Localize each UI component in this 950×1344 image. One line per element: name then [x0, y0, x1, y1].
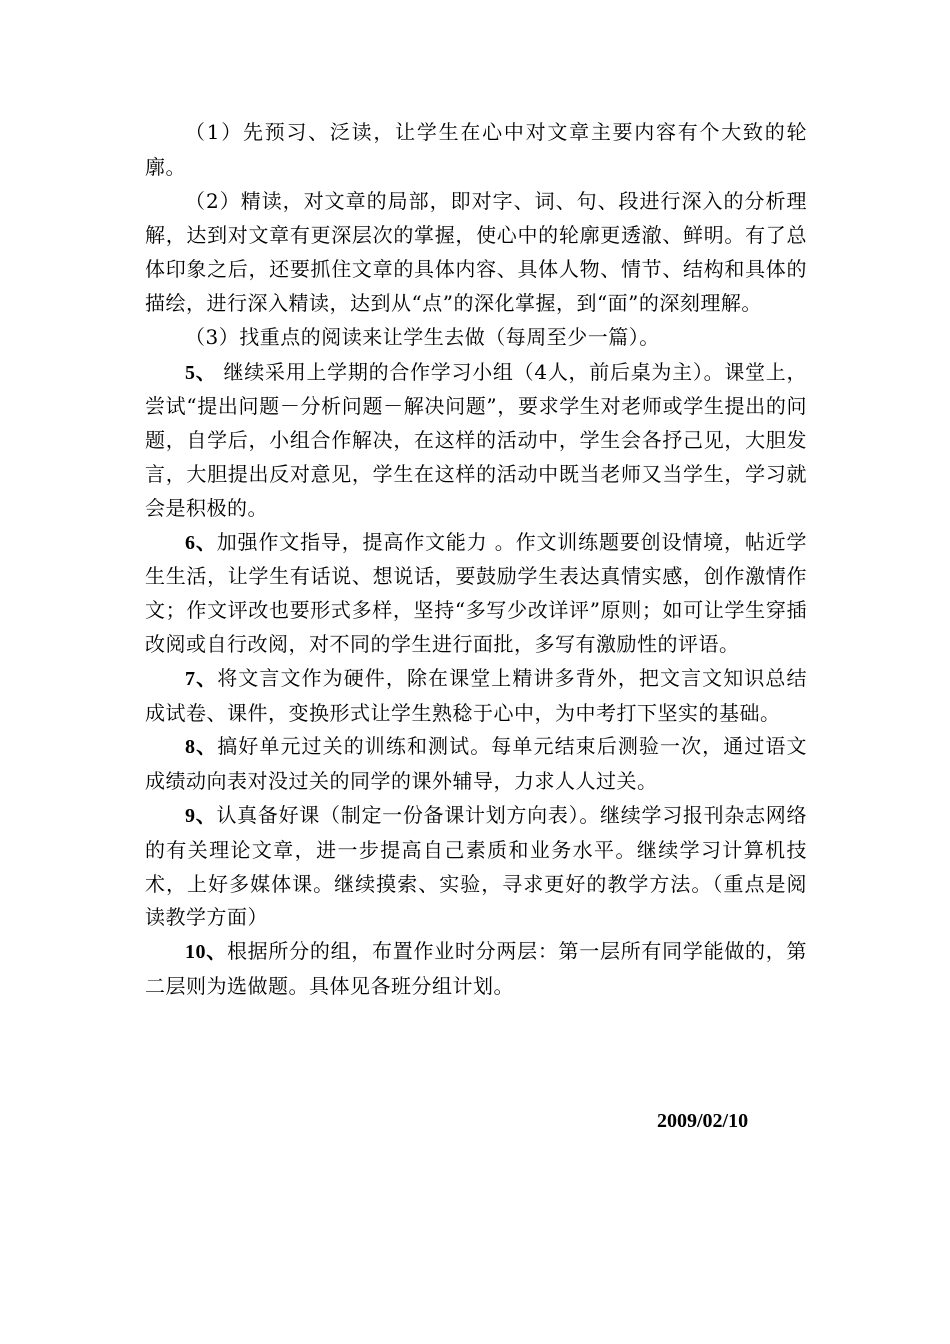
paragraph-number: 5、	[185, 361, 217, 384]
paragraph-2	[145, 185, 807, 321]
paragraph-text: （2）精读，对文章的局部，即对字、词、句、段进行深入的分析理解，达到对文章有更深层次的掌握，使心中的轮廓更透澈、鲜明。有了总体印象之后，还要抓住文章的具体内容、具体人物、情节、结构和具体的描绘，进行深入精读，达到从“点”的深化掌握，到“面”的深刻理解。	[145, 188, 807, 315]
paragraph-text: 将文言文作为硬件，除在课堂上精讲多背外，把文言文知识总结成试卷、课件，变换形式让学生熟稔于心中，为中考打下坚实的基础。	[145, 665, 808, 725]
paragraph-text: 加强作文指导，提高作文能力 。作文训练题要创设情境，帖近学生生活，让学生有话说、想说话，要鼓励学生表达真情实感，创作激情作文；作文评改也要形式多样，坚持“多写少改详评”原则；如可让学生穿插改阅或自行改阅，对不同的学生进行面批，多写有激励性的评语。	[145, 529, 808, 656]
paragraph-number: 9、	[185, 804, 217, 827]
paragraph-number: 6、	[185, 531, 217, 554]
paragraph-item-10	[145, 935, 807, 1004]
paragraph-item-7	[145, 662, 807, 731]
paragraph-text: 搞好单元过关的训练和测试。每单元结束后测验一次，通过语文成绩动向表对没过关的同学的课外辅导，力求人人过关。	[145, 734, 808, 794]
paragraph-number: 7、	[185, 667, 218, 690]
paragraph-number: 8、	[185, 736, 218, 759]
paragraph-item-8	[145, 730, 807, 799]
paragraph-1	[145, 116, 807, 185]
paragraph-text: 认真备好课（制定一份备课计划方向表）。继续学习报刊杂志网络的有关理论文章，进一步提高自己素质和业务水平。继续学习计算机技术，上好多媒体课。继续摸索、实验，寻求更好的教学方法。（重点是阅读教学方面）	[145, 802, 808, 930]
paragraph-item-5	[145, 356, 807, 526]
paragraph-text: 根据所分的组，布置作业时分两层：第一层所有同学能做的，第二层则为选做题。具体见各班分组计划。	[145, 939, 808, 998]
paragraph-text: （1）先预习、泛读，让学生在心中对文章主要内容有个大致的轮廓。	[145, 120, 807, 179]
paragraph-text: 继续采用上学期的合作学习小组（4人，前后桌为主）。课堂上，尝试“提出问题－分析问题－解决问题”，要求学生对老师或学生提出的问题，自学后，小组合作解决，在这样的活动中，学生会各抒己见，大胆发言，大胆提出反对意见，学生在这样的活动中既当老师又当学生，学习就会是积极的。	[145, 359, 807, 520]
paragraph-text: （3）找重点的阅读来让学生去做（每周至少一篇）。	[185, 324, 660, 349]
document-body	[145, 116, 807, 1004]
document-date: 2009/02/10	[657, 1110, 749, 1132]
paragraph-number: 10、	[185, 941, 227, 964]
paragraph-3	[145, 321, 807, 356]
paragraph-item-6	[145, 526, 807, 662]
paragraph-item-9	[145, 799, 807, 935]
